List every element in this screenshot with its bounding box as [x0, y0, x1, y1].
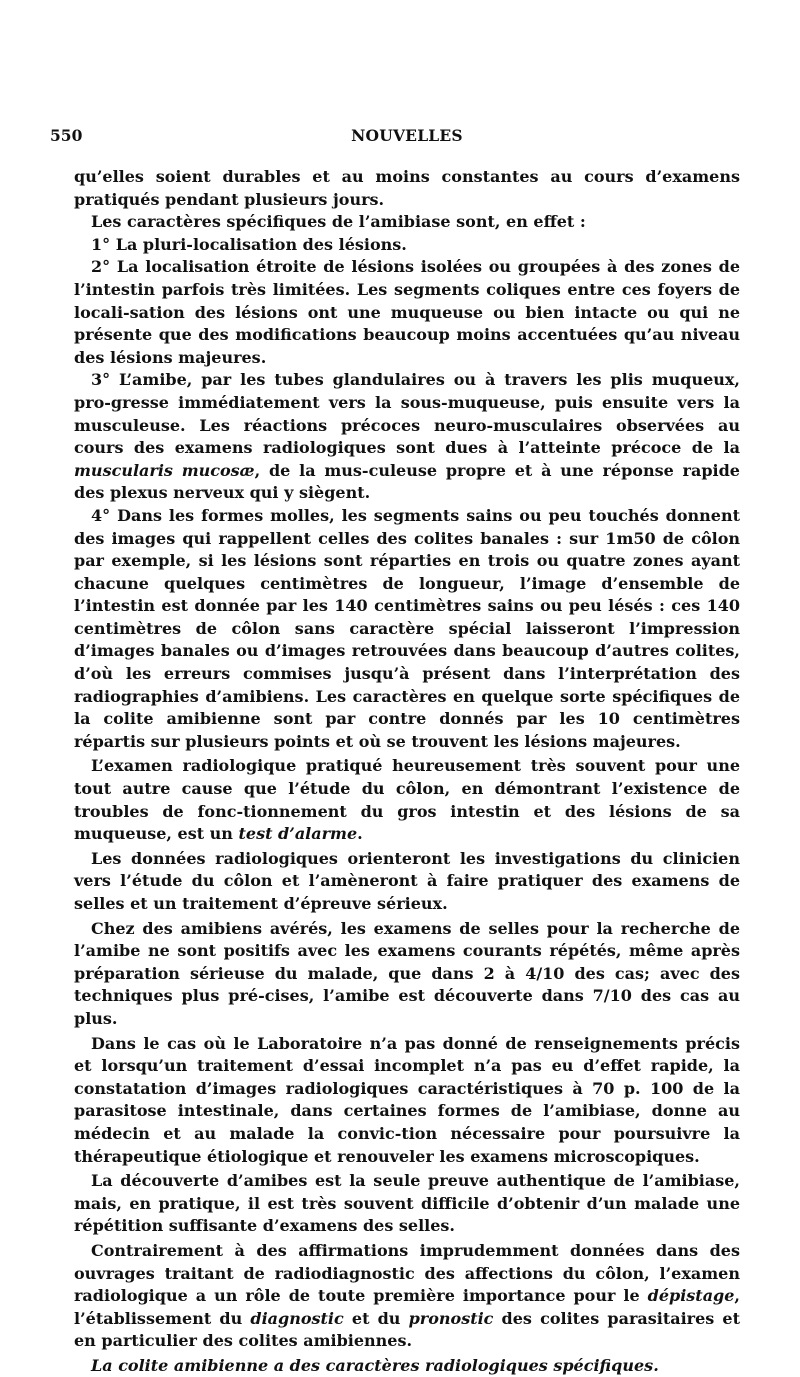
paragraph-text: , de la mus-culeuse propre et à une réponse rapide des plexus nerveux qui y siègent.: [74, 460, 740, 503]
body-text: [74, 166, 740, 1377]
paragraph-text: Contrairement à des affirmations imprudemment données dans des ouvrages traitant de radiodiagnostic des affections du côlon, l’examen radiologique a un rôle de toute première importance pour le: [74, 1240, 740, 1306]
paragraph: Les caractères spécifiques de l’amibiase sont, en effet :: [91, 212, 586, 232]
italic-term: diagnostic: [250, 1308, 344, 1328]
paragraph-text: .: [357, 824, 363, 844]
paragraph: 4° Dans les formes molles, les segments sains ou peu touchés donnent des images qui rappellent celles des colites banales : sur 1m50 de côlon par exemple, si les lésions sont réparties en trois ou quatre zones ayant chacune quelques centimètres de longueur, l’image d’ensemble de l’intestin est donnée par les 140 centimètres sains ou peu lésés : ces 140 centimètres de côlon sans caractère spécial laisseront l’impression d’images banales ou d’images retrouvées dans beaucoup d’autres colites, d’où les erreurs commises jusqu’à présent dans l’interprétation des radiographies d’amibiens. Les caractères en quelque sorte spécifiques de la colite amibienne sont par contre donnés par les 10 centimètres répartis sur plusieurs points et où se trouvent les lésions majeures.: [74, 505, 740, 751]
paragraph-text: L’examen radiologique pratiqué heureusement très souvent pour une tout autre cause que l’étude du côlon, en démontrant l’existence de troubles de fonc-tionnement du gros intestin et des lésions de sa muqueuse, est un: [74, 756, 740, 844]
page-number: 550: [50, 126, 83, 145]
paragraph-text: 3° L’amibe, par les tubes glandulaires ou à travers les plis muqueux, pro-gresse immédiatement vers la sous-muqueuse, puis ensuite vers la musculeuse. Les réactions précoces neuro-musculaires observées au cours des examens radiologiques sont dues à l’atteinte précoce de la: [74, 370, 740, 458]
italic-conclusion: La colite amibienne a des caractères radiologiques spécifiques.: [91, 1355, 659, 1375]
running-title: NOUVELLES: [351, 126, 463, 145]
paragraph: 2° La localisation étroite de lésions isolées ou groupées à des zones de l’intestin parfois très limitées. Les segments coliques entre ces foyers de locali-sation des lésions ont une muqueuse ou bien intacte ou qui ne présente que des modifications beaucoup moins accentuées qu’au niveau des lésions majeures.: [74, 257, 740, 367]
paragraph: [74, 369, 740, 505]
paragraph: qu’elles soient durables et au moins constantes au cours d’examens pratiqués pendant plusieurs jours.: [74, 167, 740, 209]
paragraph: [74, 1355, 740, 1377]
paragraph: Chez des amibiens avérés, les examens de selles pour la recherche de l’amibe ne sont positifs avec les examens courants répétés, même après préparation sérieuse du malade, que dans 2 à 4/10 des cas; avec des techniques plus pré-cises, l’amibe est découverte dans 7/10 des cas au plus.: [74, 918, 740, 1028]
italic-term: test d’alarme: [238, 824, 358, 844]
italic-term: pronostic: [408, 1308, 494, 1328]
document-page: [50, 126, 741, 1377]
italic-term: muscularis mucosæ: [74, 460, 255, 480]
paragraph-text: des colites parasitaires et en particulier des colites amibiennes.: [74, 1308, 741, 1351]
paragraph: Les données radiologiques orienteront les investigations du clinicien vers l’étude du côlon et l’amèneront à faire pratiquer des examens de selles et un traitement d’épreuve sérieux.: [74, 848, 740, 913]
paragraph: La découverte d’amibes est la seule preuve authentique de l’amibiase, mais, en pratique, il est très souvent difficile d’obtenir d’un malade une répétition suffisante d’examens des selles.: [74, 1171, 740, 1236]
paragraph: Dans le cas où le Laboratoire n’a pas donné de renseignements précis et lorsqu’un traitement d’essai incomplet n’a pas eu d’effet rapide, la constatation d’images radiologiques caractéristiques à 70 p. 100 de la parasitose intestinale, dans certaines formes de l’amibiase, donne au médecin et au malade la convic-tion nécessaire pour poursuivre la thérapeutique étiologique et renouveler les examens microscopiques.: [74, 1033, 740, 1166]
paragraph-text: et du: [343, 1308, 409, 1328]
page-header: [50, 126, 740, 152]
paragraph: [74, 755, 740, 845]
italic-term: dépistage: [647, 1286, 735, 1306]
paragraph: 1° La pluri-localisation des lésions.: [91, 234, 407, 254]
paragraph-text: , l’établissement du: [74, 1286, 740, 1328]
paragraph: [74, 1240, 740, 1353]
